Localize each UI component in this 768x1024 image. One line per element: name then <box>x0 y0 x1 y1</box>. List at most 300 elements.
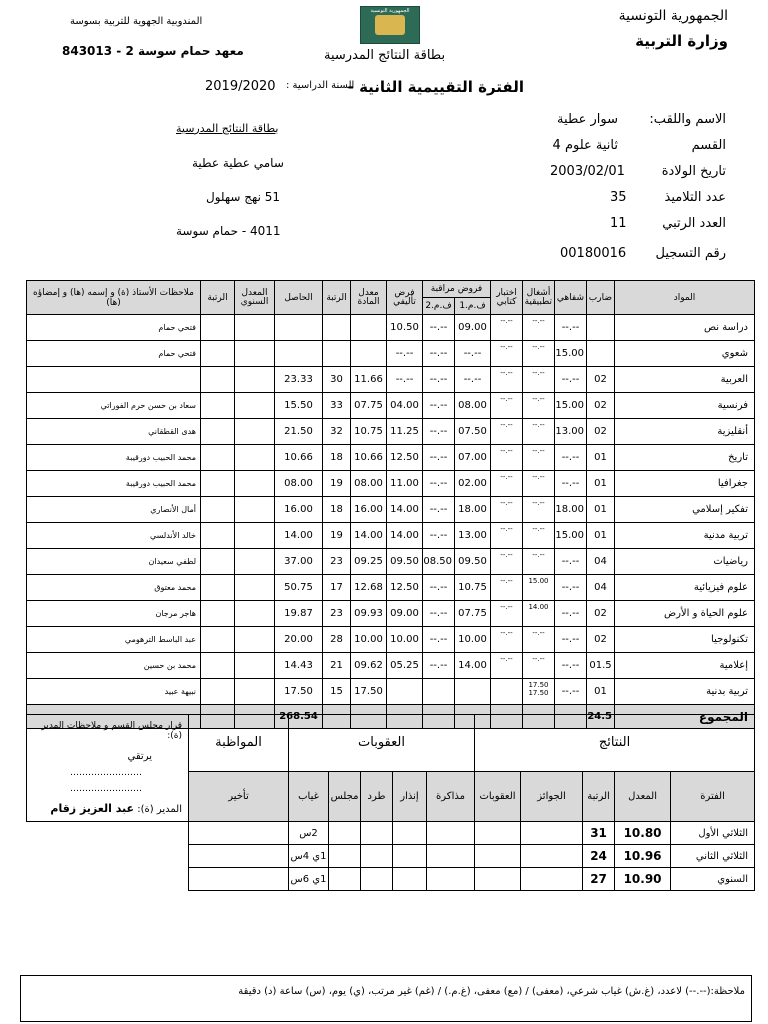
col-rank-res: الرتبة <box>583 771 615 821</box>
annual-rank-cell <box>201 497 235 523</box>
avg-cell: 10.80 <box>615 822 671 845</box>
teacher-cell: محمد الحبيب دورقيبة <box>27 471 201 497</box>
coef-cell <box>587 315 615 341</box>
control2-cell: --.-- <box>423 393 455 419</box>
book-icon <box>375 15 405 35</box>
sanctions-cell <box>475 845 521 868</box>
annual-rank-cell <box>201 549 235 575</box>
control2-cell: --.-- <box>423 471 455 497</box>
control1-cell: --.-- <box>455 341 491 367</box>
table-row <box>27 497 755 523</box>
result-cell <box>275 341 323 367</box>
ministry-logo <box>360 6 420 44</box>
coef-cell: 04 <box>587 575 615 601</box>
synthesis-cell: 11.00 <box>387 471 423 497</box>
attendance-title: المواظبة <box>189 715 289 772</box>
col-sanctions: العقوبات <box>475 771 521 821</box>
rank-cell <box>323 341 351 367</box>
decision: يرتقي <box>127 751 152 762</box>
result-cell: 10.66 <box>275 445 323 471</box>
written-cell: --.-- <box>491 549 523 575</box>
expel-cell <box>361 868 393 891</box>
rank-cell: 17 <box>323 575 351 601</box>
expel-cell <box>361 845 393 868</box>
annual-cell <box>235 627 275 653</box>
control2-cell: --.-- <box>423 367 455 393</box>
sanctions-cell <box>475 822 521 845</box>
coef-cell: 02 <box>587 627 615 653</box>
card-title: بطاقة النتائج المدرسية <box>324 48 446 63</box>
awards-cell <box>521 845 583 868</box>
result-row <box>27 868 755 891</box>
council-box <box>27 715 189 822</box>
annual-rank-cell <box>201 471 235 497</box>
annual-cell <box>235 341 275 367</box>
practical-cell: --.-- <box>523 315 555 341</box>
rank-cell: 19 <box>323 471 351 497</box>
teacher-cell: سعاد بن حسن حرم الفوراتي <box>27 393 201 419</box>
dots-line-2: …………………… <box>70 784 142 794</box>
col-awards: الجوائز <box>521 771 583 821</box>
col-control-1: ف.م.1 <box>455 298 491 315</box>
address-street: 51 نهج سهلول <box>206 190 281 204</box>
absence-cell: 1ي 6س <box>289 868 329 891</box>
synthesis-cell: 12.50 <box>387 575 423 601</box>
awards-cell <box>521 868 583 891</box>
table-row <box>27 315 755 341</box>
col-delay: تأخير <box>189 771 289 821</box>
table-row <box>27 445 755 471</box>
synthesis-cell <box>387 679 423 705</box>
oral-cell: --.-- <box>555 367 587 393</box>
col-practical: أشغال تطبيقية <box>523 281 555 315</box>
order-label: العدد الرتبي <box>662 216 726 231</box>
coef-cell: 01.5 <box>587 653 615 679</box>
control2-cell: --.-- <box>423 627 455 653</box>
control1-cell: 10.00 <box>455 627 491 653</box>
result-cell: 37.00 <box>275 549 323 575</box>
teacher-cell: فتحي حمام <box>27 315 201 341</box>
col-council: مجلس <box>329 771 361 821</box>
average-cell: 17.50 <box>351 679 387 705</box>
table-row <box>27 419 755 445</box>
teacher-cell: عبد الباسط الترهومي <box>27 627 201 653</box>
result-row <box>27 845 755 868</box>
average-cell: 09.93 <box>351 601 387 627</box>
oral-cell: --.-- <box>555 627 587 653</box>
control1-cell: 02.00 <box>455 471 491 497</box>
col-remarks: ملاحظات الأستاذ (ة) و إسمه (ها) و إمضاؤه (ها) <box>27 281 201 315</box>
teacher-cell: فتحي حمام <box>27 341 201 367</box>
result-cell: 15.50 <box>275 393 323 419</box>
teacher-cell: خالد الأندلسي <box>27 523 201 549</box>
oral-cell: --.-- <box>555 471 587 497</box>
school-name: معهد حمام سوسة 2 - 843013 <box>62 44 244 58</box>
teacher-cell: هاجر مرجان <box>27 601 201 627</box>
result-cell: 20.00 <box>275 627 323 653</box>
control2-cell: --.-- <box>423 601 455 627</box>
result-row <box>27 822 755 845</box>
rank-cell: 23 <box>323 601 351 627</box>
subject-cell: تربية بدنية <box>615 679 755 705</box>
written-cell: --.-- <box>491 575 523 601</box>
written-cell: --.-- <box>491 341 523 367</box>
control1-cell: 14.00 <box>455 653 491 679</box>
students-count-value: 35 <box>610 190 627 205</box>
oral-cell: --.-- <box>555 549 587 575</box>
control2-cell: --.-- <box>423 497 455 523</box>
director-label: المدير (ة): <box>137 804 182 815</box>
rank-cell: 24 <box>583 845 615 868</box>
practical-cell: --.-- <box>523 419 555 445</box>
delay-cell <box>189 822 289 845</box>
council-note: قرار مجلس القسم و ملاحظات المدير (ة): <box>41 721 182 741</box>
rank-cell: 32 <box>323 419 351 445</box>
col-control: فروض مراقبة <box>423 281 491 298</box>
col-subject: المواد <box>615 281 755 315</box>
annual-rank-cell <box>201 679 235 705</box>
average-cell: 12.68 <box>351 575 387 601</box>
address-title: بطاقة النتائج المدرسية <box>176 122 279 135</box>
synthesis-cell: 09.00 <box>387 601 423 627</box>
practical-cell: --.-- <box>523 471 555 497</box>
col-annual-rank: الرتبة <box>201 281 235 315</box>
written-cell <box>491 679 523 705</box>
control2-cell: 08.50 <box>423 549 455 575</box>
warning-cell <box>393 845 427 868</box>
order-value: 11 <box>610 216 627 231</box>
coef-cell: 02 <box>587 393 615 419</box>
result-cell: 14.43 <box>275 653 323 679</box>
warning-cell <box>393 868 427 891</box>
control1-cell: 08.00 <box>455 393 491 419</box>
oral-cell: 13.00 <box>555 419 587 445</box>
study-cell <box>427 868 475 891</box>
annual-cell <box>235 367 275 393</box>
synthesis-cell: --.-- <box>387 341 423 367</box>
table-row <box>27 575 755 601</box>
synthesis-cell: 14.00 <box>387 523 423 549</box>
annual-cell <box>235 497 275 523</box>
class-label: القسم <box>691 138 726 153</box>
warning-cell <box>393 822 427 845</box>
practical-cell: --.-- <box>523 627 555 653</box>
table-row <box>27 367 755 393</box>
synthesis-cell: 05.25 <box>387 653 423 679</box>
practical-cell: --.-- <box>523 549 555 575</box>
average-cell: 08.00 <box>351 471 387 497</box>
annual-cell <box>235 679 275 705</box>
practical-cell: --.-- <box>523 341 555 367</box>
written-cell: --.-- <box>491 445 523 471</box>
average-cell: 16.00 <box>351 497 387 523</box>
subject-cell: فرنسية <box>615 393 755 419</box>
subject-cell: جغرافيا <box>615 471 755 497</box>
ministry-label: وزارة التربية <box>635 32 728 50</box>
result-cell: 50.75 <box>275 575 323 601</box>
study-cell <box>427 845 475 868</box>
col-control-2: ف.م.2 <box>423 298 455 315</box>
rank-cell: 21 <box>323 653 351 679</box>
synthesis-cell: 04.00 <box>387 393 423 419</box>
oral-cell: --.-- <box>555 601 587 627</box>
written-cell: --.-- <box>491 367 523 393</box>
registration-value: 00180016 <box>560 246 627 261</box>
result-cell: 23.33 <box>275 367 323 393</box>
footer-note-box <box>20 975 752 1022</box>
oral-cell: --.-- <box>555 679 587 705</box>
result-cell: 19.87 <box>275 601 323 627</box>
rank-cell: 28 <box>323 627 351 653</box>
average-cell: 10.66 <box>351 445 387 471</box>
col-period: الفترة <box>671 771 755 821</box>
subject-cell: علوم فيزيائية <box>615 575 755 601</box>
annual-cell <box>235 601 275 627</box>
rank-cell: 18 <box>323 497 351 523</box>
practical-cell: --.-- <box>523 445 555 471</box>
annual-cell <box>235 471 275 497</box>
teacher-cell: هدى القطقاني <box>27 419 201 445</box>
council-cell <box>329 845 361 868</box>
table-row <box>27 679 755 705</box>
control1-cell: 18.00 <box>455 497 491 523</box>
awards-cell <box>521 822 583 845</box>
annual-rank-cell <box>201 523 235 549</box>
annual-cell <box>235 549 275 575</box>
table-row <box>27 601 755 627</box>
subject-cell: علوم الحياة و الأرض <box>615 601 755 627</box>
annual-rank-cell <box>201 419 235 445</box>
teacher-cell: محمد بن حسين <box>27 653 201 679</box>
col-annual: المعدل السنوي <box>235 281 275 315</box>
result-cell: 14.00 <box>275 523 323 549</box>
col-absence: غياب <box>289 771 329 821</box>
name-value: سوار عطية <box>557 112 618 127</box>
results-title: النتائج <box>475 715 755 772</box>
coef-cell: 01 <box>587 445 615 471</box>
table-row <box>27 549 755 575</box>
average-cell: 07.75 <box>351 393 387 419</box>
total-label: المجموع <box>615 705 755 729</box>
class-value: ثانية علوم 4 <box>552 138 618 153</box>
written-cell: --.-- <box>491 471 523 497</box>
coef-cell: 01 <box>587 497 615 523</box>
registration-label: رقم التسجيل <box>655 246 726 261</box>
annual-rank-cell <box>201 315 235 341</box>
written-cell: --.-- <box>491 653 523 679</box>
annual-cell <box>235 523 275 549</box>
control2-cell: --.-- <box>423 653 455 679</box>
period-cell: الثلاثي الأول <box>671 822 755 845</box>
regional-office: المندوبية الجهوية للتربية بسوسة <box>70 16 203 27</box>
rank-cell: 30 <box>323 367 351 393</box>
control1-cell: 07.50 <box>455 419 491 445</box>
rank-cell: 33 <box>323 393 351 419</box>
synthesis-cell: 12.50 <box>387 445 423 471</box>
birth-value: 2003/02/01 <box>550 164 625 179</box>
table-row <box>27 393 755 419</box>
total-coef: 24.5 <box>587 705 615 729</box>
control1-cell: 10.75 <box>455 575 491 601</box>
col-synthesis: فرض تأليفي <box>387 281 423 315</box>
control1-cell: 07.00 <box>455 445 491 471</box>
footer-note: ملاحظة:(--.--) لاعدد، (غ.ش) غياب شرعي، (معفى) / (مع) معفى، (غ.م.) / (غم) غير مرتب، (ي) يوم، (س) ساعة (د) دقيقة <box>238 986 745 997</box>
logo-text: الجمهورية التونسية <box>370 8 410 14</box>
grades-table <box>26 280 755 729</box>
annual-rank-cell <box>201 393 235 419</box>
annual-cell <box>235 575 275 601</box>
table-row <box>27 653 755 679</box>
written-cell: --.-- <box>491 601 523 627</box>
subject-cell: تفكير إسلامي <box>615 497 755 523</box>
written-cell: --.-- <box>491 419 523 445</box>
annual-rank-cell <box>201 445 235 471</box>
average-cell <box>351 315 387 341</box>
result-cell: 08.00 <box>275 471 323 497</box>
sanctions-title: العقوبات <box>289 715 475 772</box>
expel-cell <box>361 822 393 845</box>
col-expel: طرد <box>361 771 393 821</box>
rank-cell: 19 <box>323 523 351 549</box>
col-warning: إنذار <box>393 771 427 821</box>
col-average: معدل المادة <box>351 281 387 315</box>
annual-cell <box>235 445 275 471</box>
council-cell <box>329 868 361 891</box>
rank-cell: 23 <box>323 549 351 575</box>
results-table <box>26 714 755 891</box>
control2-cell: --.-- <box>423 445 455 471</box>
practical-value-2: 17.50 <box>528 689 549 697</box>
col-oral: شفاهي <box>555 281 587 315</box>
average-cell: 09.62 <box>351 653 387 679</box>
header-right <box>619 8 728 50</box>
subject-cell: تاريخ <box>615 445 755 471</box>
coef-cell: 02 <box>587 367 615 393</box>
col-result: الحاصل <box>275 281 323 315</box>
republic-label: الجمهورية التونسية <box>618 8 728 24</box>
col-avg: المعدل <box>615 771 671 821</box>
director-name: عبد العزيز زقام <box>50 802 135 815</box>
written-cell: --.-- <box>491 497 523 523</box>
oral-cell: 18.00 <box>555 497 587 523</box>
control1-cell: 13.00 <box>455 523 491 549</box>
oral-cell: 15.00 <box>555 523 587 549</box>
control1-cell: 09.50 <box>455 549 491 575</box>
year-label: السنة الدراسية : <box>286 80 355 91</box>
annual-rank-cell <box>201 575 235 601</box>
practical-cell: --.-- <box>523 523 555 549</box>
annual-rank-cell <box>201 601 235 627</box>
practical-cell: --.-- <box>523 497 555 523</box>
council-cell <box>329 822 361 845</box>
practical-cell: --.-- <box>523 393 555 419</box>
rank-cell: 15 <box>323 679 351 705</box>
annual-cell <box>235 393 275 419</box>
coef-cell: 04 <box>587 549 615 575</box>
subject-cell: العربية <box>615 367 755 393</box>
col-study: مذاكرة <box>427 771 475 821</box>
control2-cell: --.-- <box>423 575 455 601</box>
control2-cell: --.-- <box>423 315 455 341</box>
control2-cell: --.-- <box>423 341 455 367</box>
table-row <box>27 471 755 497</box>
control2-cell <box>423 679 455 705</box>
synthesis-cell: --.-- <box>387 367 423 393</box>
subject-cell: رياضيات <box>615 549 755 575</box>
practical-cell: --.-- <box>523 367 555 393</box>
written-cell: --.-- <box>491 627 523 653</box>
avg-cell: 10.90 <box>615 868 671 891</box>
birth-label: تاريخ الولادة <box>661 164 726 179</box>
col-coef: ضارب <box>587 281 615 315</box>
result-cell: 16.00 <box>275 497 323 523</box>
synthesis-cell: 10.00 <box>387 627 423 653</box>
control2-cell: --.-- <box>423 419 455 445</box>
teacher-cell: أمال الأنصاري <box>27 497 201 523</box>
annual-rank-cell <box>201 367 235 393</box>
oral-cell: --.-- <box>555 575 587 601</box>
control1-cell <box>455 679 491 705</box>
table-row <box>27 341 755 367</box>
guardian-name: سامي عطية عطية <box>192 156 284 170</box>
coef-cell: 02 <box>587 419 615 445</box>
teacher-cell: محمد معتوق <box>27 575 201 601</box>
oral-cell: --.-- <box>555 445 587 471</box>
synthesis-cell: 11.25 <box>387 419 423 445</box>
students-count-label: عدد التلاميذ <box>664 190 726 205</box>
oral-cell: 15.00 <box>555 393 587 419</box>
annual-rank-cell <box>201 341 235 367</box>
synthesis-cell: 10.50 <box>387 315 423 341</box>
rank-cell: 27 <box>583 868 615 891</box>
teacher-cell <box>27 367 201 393</box>
coef-cell: 01 <box>587 523 615 549</box>
coef-cell: 01 <box>587 471 615 497</box>
oral-cell: 15.00 <box>555 341 587 367</box>
annual-rank-cell <box>201 627 235 653</box>
oral-cell: --.-- <box>555 653 587 679</box>
synthesis-cell: 09.50 <box>387 549 423 575</box>
practical-cell: 14.00 <box>523 601 555 627</box>
study-cell <box>427 822 475 845</box>
average-cell <box>351 341 387 367</box>
average-cell: 10.00 <box>351 627 387 653</box>
subject-cell: دراسة نص <box>615 315 755 341</box>
result-cell: 21.50 <box>275 419 323 445</box>
oral-cell: --.-- <box>555 315 587 341</box>
average-cell: 09.25 <box>351 549 387 575</box>
year-value: 2019/2020 <box>205 79 276 94</box>
coef-cell <box>587 341 615 367</box>
practical-cell <box>523 679 555 705</box>
result-cell: 17.50 <box>275 679 323 705</box>
teacher-cell: محمد الحبيب دورقيبة <box>27 445 201 471</box>
subject-cell: شعوي <box>615 341 755 367</box>
subject-cell: تكنولوجيا <box>615 627 755 653</box>
col-written: اختبار كتابي <box>491 281 523 315</box>
written-cell: --.-- <box>491 523 523 549</box>
average-cell: 11.66 <box>351 367 387 393</box>
absence-cell: 2س <box>289 822 329 845</box>
col-rank: الرتبة <box>323 281 351 315</box>
rank-cell <box>323 315 351 341</box>
rank-cell: 31 <box>583 822 615 845</box>
name-label: الاسم واللقب: <box>649 112 726 127</box>
control2-cell: --.-- <box>423 523 455 549</box>
dots-line-1: …………………… <box>70 768 142 778</box>
period-cell: الثلاثي الثاني <box>671 845 755 868</box>
annual-cell <box>235 315 275 341</box>
